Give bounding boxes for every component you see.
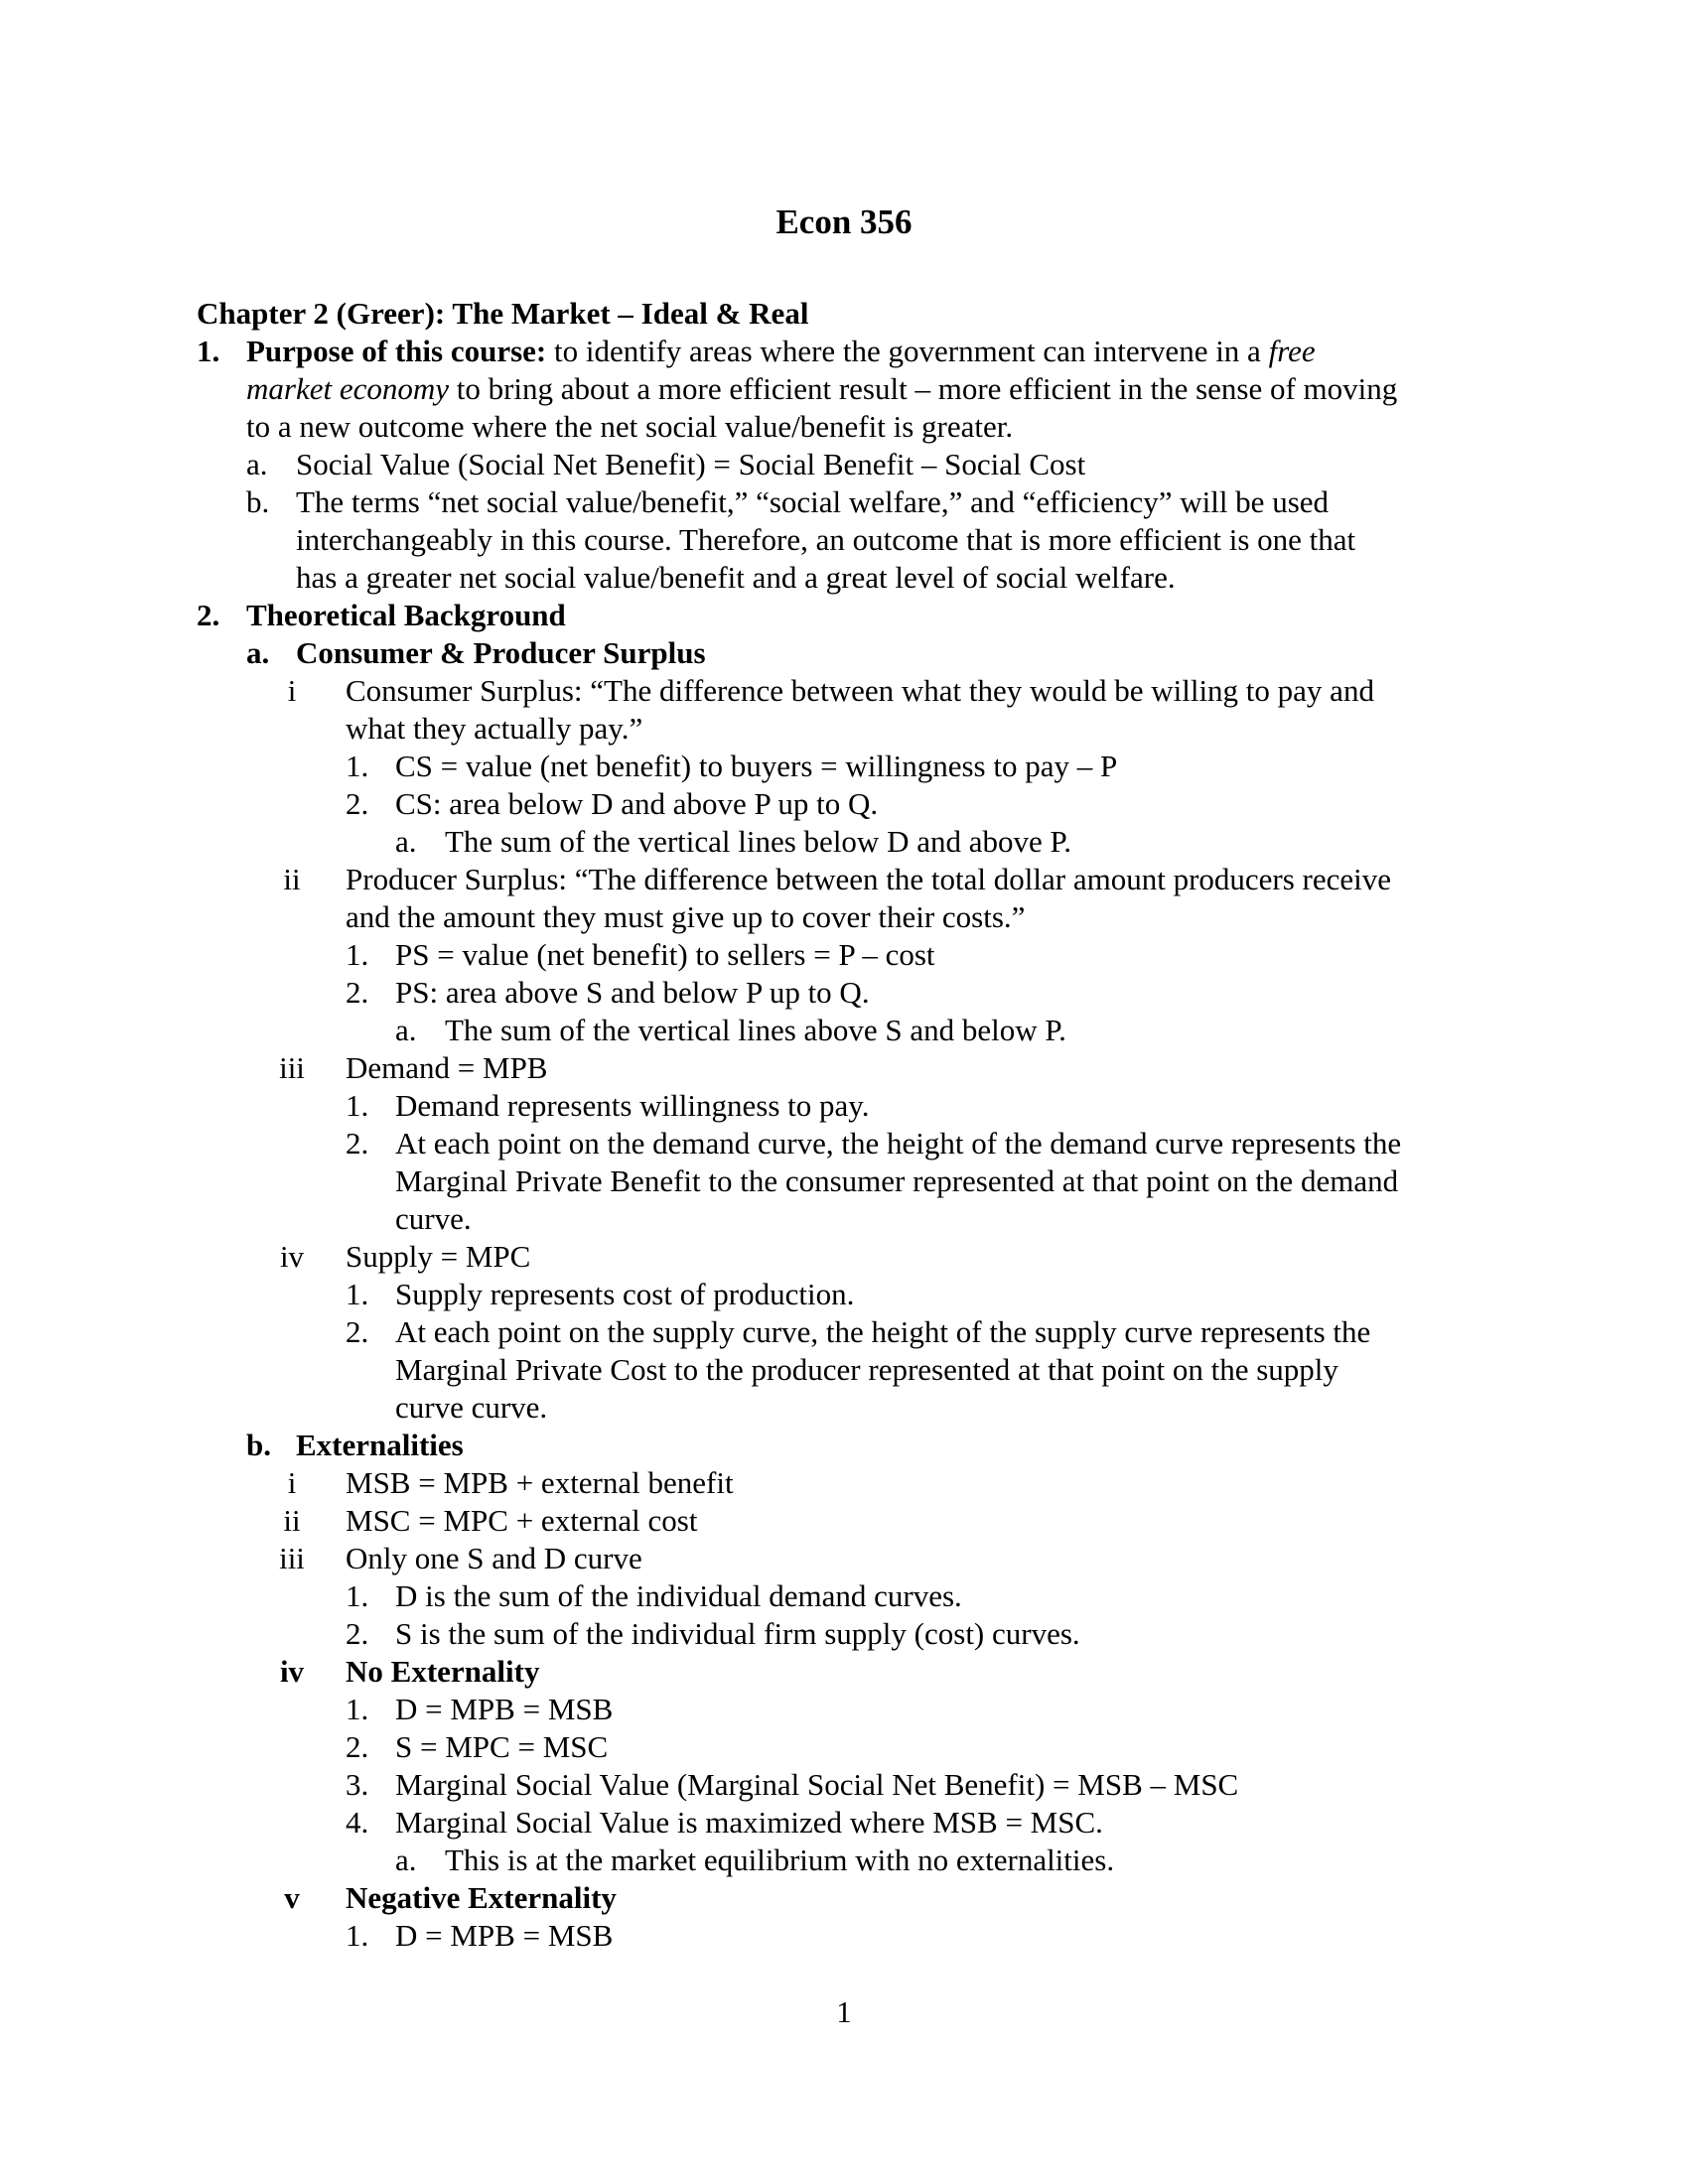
- item-2a-iii-1-label: 1.: [346, 1088, 369, 1123]
- item-2b-iv-2-label: 2.: [346, 1729, 369, 1764]
- item-2a-iv-2-label: 2.: [346, 1314, 369, 1349]
- item-2a-ii-label: ii: [283, 862, 301, 896]
- item-1a-label: a.: [246, 447, 268, 481]
- section-1-market-economy: market economy: [246, 371, 449, 406]
- item-2a-iii-2-line-1: At each point on the demand curve, the height of the demand curve represents the: [395, 1126, 1402, 1160]
- item-2a-ii-2a-text: The sum of the vertical lines above S and below P.: [445, 1013, 1066, 1047]
- item-2a-iv-text: Supply = MPC: [346, 1239, 531, 1274]
- page-number: 1: [836, 1994, 852, 2029]
- item-2b-iii-2-text: S is the sum of the individual firm supply (cost) curves.: [395, 1616, 1080, 1651]
- item-2b-iii-text: Only one S and D curve: [346, 1541, 642, 1575]
- item-2a-heading: Consumer & Producer Surplus: [296, 635, 706, 670]
- item-2a-iii-label: iii: [279, 1050, 305, 1085]
- chapter-heading: Chapter 2 (Greer): The Market – Ideal & Real: [197, 296, 809, 331]
- item-2b-iv-label: iv: [279, 1654, 305, 1689]
- item-2b-heading: Externalities: [296, 1428, 464, 1462]
- item-2a-ii-1-text: PS = value (net benefit) to sellers = P – cost: [395, 937, 935, 972]
- item-2b-iv-1-label: 1.: [346, 1692, 369, 1726]
- item-2a-ii-2-label: 2.: [346, 975, 369, 1010]
- item-2a-iv-1-label: 1.: [346, 1277, 369, 1311]
- item-2a-iv-2-line-1: At each point on the supply curve, the height of the supply curve represents the: [395, 1314, 1371, 1349]
- item-2a-ii-line-1: Producer Surplus: “The difference between the total dollar amount producers receive: [346, 862, 1392, 896]
- item-2a-i-2-text: CS: area below D and above P up to Q.: [395, 786, 879, 821]
- item-1b-line-3: has a greater net social value/benefit and a great level of social welfare.: [296, 560, 1176, 595]
- section-1-line-2: [246, 370, 1397, 408]
- item-2b-v-heading: Negative Externality: [346, 1880, 617, 1915]
- item-2a-label: a.: [246, 635, 270, 670]
- item-2b-iv-heading: No Externality: [346, 1654, 540, 1689]
- item-2a-iii-2-label: 2.: [346, 1126, 369, 1160]
- item-2a-iv-2-line-2: Marginal Private Cost to the producer represented at that point on the supply: [395, 1352, 1338, 1387]
- item-2a-i-line-1: Consumer Surplus: “The difference between what they would be willing to pay and: [346, 673, 1374, 708]
- item-2a-iv-1-text: Supply represents cost of production.: [395, 1277, 855, 1311]
- item-1b-label: b.: [246, 484, 270, 519]
- item-2a-iii-2-line-3: curve.: [395, 1201, 472, 1236]
- item-2b-ii-label: ii: [283, 1503, 301, 1538]
- item-1b-line-1: The terms “net social value/benefit,” “social welfare,” and “efficiency” will be used: [296, 484, 1330, 519]
- section-2-number: 2.: [197, 598, 220, 632]
- item-2a-i-1-text: CS = value (net benefit) to buyers = willingness to pay – P: [395, 749, 1118, 783]
- item-2b-iii-1-label: 1.: [346, 1578, 369, 1613]
- item-2b-v-1-text: D = MPB = MSB: [395, 1918, 614, 1953]
- item-2a-ii-1-label: 1.: [346, 937, 369, 972]
- item-2a-iii-1-text: Demand represents willingness to pay.: [395, 1088, 870, 1123]
- item-2b-iv-3-text: Marginal Social Value (Marginal Social Net Benefit) = MSB – MSC: [395, 1767, 1239, 1802]
- item-2a-ii-line-2: and the amount they must give up to cover their costs.”: [346, 899, 1026, 934]
- item-2b-iv-4a-label: a.: [395, 1843, 417, 1877]
- item-2a-i-label: i: [287, 673, 297, 708]
- section-1-free: free: [1268, 334, 1316, 368]
- item-1b-line-2: interchangeably in this course. Therefore, an outcome that is more efficient is one that: [296, 522, 1356, 557]
- item-2a-iv-label: iv: [279, 1239, 305, 1274]
- item-2b-label: b.: [246, 1428, 271, 1462]
- item-2b-i-text: MSB = MPB + external benefit: [346, 1465, 734, 1500]
- item-2b-iv-4-label: 4.: [346, 1805, 369, 1840]
- item-2b-iv-1-text: D = MPB = MSB: [395, 1692, 614, 1726]
- item-2b-v-label: v: [284, 1880, 300, 1915]
- item-2b-iv-4-text: Marginal Social Value is maximized where MSB = MSC.: [395, 1805, 1103, 1840]
- item-2a-ii-2-text: PS: area above S and below P up to Q.: [395, 975, 870, 1010]
- item-2b-v-1-label: 1.: [346, 1918, 369, 1953]
- item-2b-iii-2-label: 2.: [346, 1616, 369, 1651]
- item-1a-text: Social Value (Social Net Benefit) = Social Benefit – Social Cost: [296, 447, 1086, 481]
- section-2-heading: Theoretical Background: [246, 598, 566, 632]
- item-2b-iv-2-text: S = MPC = MSC: [395, 1729, 609, 1764]
- item-2a-ii-2a-label: a.: [395, 1013, 417, 1047]
- item-2b-ii-text: MSC = MPC + external cost: [346, 1503, 698, 1538]
- item-2b-iv-3-label: 3.: [346, 1767, 369, 1802]
- section-1-line-1: [246, 333, 1316, 370]
- section-1-text: to identify areas where the government can intervene in a: [546, 334, 1269, 368]
- item-2a-i-2-label: 2.: [346, 786, 369, 821]
- item-2a-iv-2-line-3: curve curve.: [395, 1390, 548, 1425]
- section-1-line-2-rest: to bring about a more efficient result – more efficient in the sense of moving: [449, 371, 1398, 406]
- item-2a-i-line-2: what they actually pay.”: [346, 711, 643, 746]
- section-1-line-3: to a new outcome where the net social value/benefit is greater.: [246, 409, 1014, 444]
- item-2b-i-label: i: [287, 1465, 297, 1500]
- item-2b-iii-1-text: D is the sum of the individual demand curves.: [395, 1578, 962, 1613]
- section-1-heading: Purpose of this course:: [246, 334, 547, 368]
- item-2a-iii-text: Demand = MPB: [346, 1050, 548, 1085]
- item-2b-iii-label: iii: [279, 1541, 305, 1575]
- item-2a-iii-2-line-2: Marginal Private Benefit to the consumer represented at that point on the demand: [395, 1163, 1399, 1198]
- item-2a-i-2a-text: The sum of the vertical lines below D and above P.: [445, 824, 1072, 859]
- page-title: Econ 356: [775, 203, 913, 241]
- item-2a-i-2a-label: a.: [395, 824, 417, 859]
- item-2b-iv-4a-text: This is at the market equilibrium with no externalities.: [445, 1843, 1115, 1877]
- item-2a-i-1-label: 1.: [346, 749, 369, 783]
- section-1-number: 1.: [197, 334, 220, 368]
